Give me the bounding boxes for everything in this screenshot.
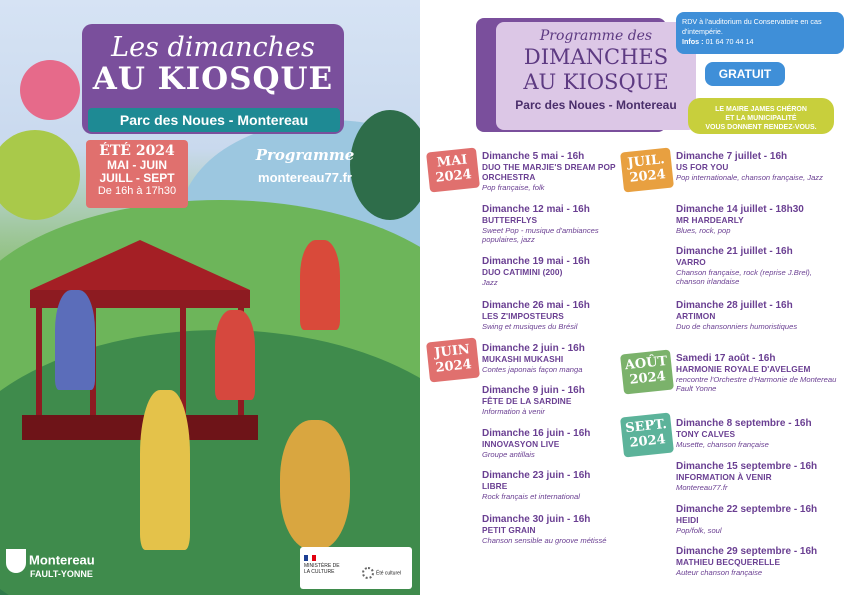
- header-line4: Parc des Noues - Montereau: [515, 98, 677, 112]
- event-item: Dimanche 8 septembre - 16h TONY CALVES Musette, chanson française: [676, 418, 812, 449]
- city-logo: [6, 549, 116, 589]
- tree-illustration: [20, 60, 80, 120]
- logo-sub: FAULT-YONNE: [30, 569, 93, 579]
- rdv-info: [676, 12, 844, 54]
- programme-panel: [420, 0, 849, 595]
- title-big: AU KIOSQUE: [92, 61, 334, 97]
- event-item: Dimanche 14 juillet - 18h30 MR HARDEARLY Blues, rock, pop: [676, 204, 804, 235]
- infos-label: Infos :: [682, 37, 704, 46]
- event-item: Dimanche 19 mai - 16h DUO CATIMINI (200) Jazz: [482, 256, 590, 287]
- french-flag-icon: [304, 555, 316, 561]
- event-item: Dimanche 29 septembre - 16h MATHIEU BECQUERELLE Auteur chanson française: [676, 546, 818, 577]
- poster-panel: [0, 0, 420, 595]
- season-months: JUILL - SEPT: [99, 171, 175, 185]
- infos-phone: 01 64 70 44 14: [705, 37, 754, 46]
- programme-header: [496, 22, 696, 130]
- month-badge-juil: JUIL. 2024: [620, 147, 674, 192]
- header-line1: Programme des: [539, 28, 653, 44]
- dancer-illustration: [55, 290, 95, 390]
- maire-message: LE MAIRE JAMES CHÉRON ET LA MUNICIPALITÉ VOUS DONNENT RENDEZ-VOUS.: [688, 98, 834, 134]
- partner-ministry: MINISTÈRE DE LA CULTURE: [304, 555, 346, 575]
- event-item: Dimanche 30 juin - 16h PETIT GRAIN Chanson sensible au groove métissé: [482, 514, 607, 545]
- event-item: Dimanche 2 juin - 16h MUKASHI MUKASHI Contes japonais façon manga: [482, 343, 585, 374]
- header-line3: AU KIOSQUE: [523, 70, 669, 94]
- gratuit-badge: GRATUIT: [705, 62, 785, 86]
- event-item: Samedi 17 août - 16h HARMONIE ROYALE D'AVELGEM rencontre l'Orchestre d'Harmonie de Montereau Fault Yonne: [676, 353, 837, 393]
- month-badge-aout: AOÛT 2024: [620, 349, 674, 394]
- header-line2: DIMANCHES: [523, 45, 669, 69]
- season-hours: De 16h à 17h30: [97, 185, 177, 197]
- partner-logos: [300, 547, 412, 589]
- month-badge-juin: JUIN 2024: [426, 337, 480, 382]
- shield-icon: [6, 549, 26, 573]
- season-months: MAI - JUIN: [107, 158, 167, 172]
- programme-label: Programme: [255, 146, 355, 164]
- partner-ete-culturel: Été culturel: [362, 567, 406, 579]
- event-item: Dimanche 9 juin - 16h FÊTE DE LA SARDINE Information à venir: [482, 385, 585, 416]
- tree-illustration: [0, 130, 80, 220]
- event-item: Dimanche 28 juillet - 16h ARTIMON Duo de chansonniers humoristiques: [676, 300, 798, 331]
- event-item: Dimanche 23 juin - 16h LIBRE Rock français et international: [482, 470, 591, 501]
- event-item: Dimanche 16 juin - 16h INNOVASYON LIVE Groupe antillais: [482, 428, 591, 459]
- event-item: Dimanche 26 mai - 16h LES Z'IMPOSTEURS Swing et musiques du Brésil: [482, 300, 590, 331]
- title-script: Les dimanches: [111, 32, 315, 63]
- event-item: Dimanche 5 mai - 16h DUO THE MARJIE'S DREAM POP ORCHESTRA Pop française, folk: [482, 151, 616, 192]
- ete-culturel-icon: [362, 567, 374, 579]
- musician-illustration: [300, 240, 340, 330]
- season-title: ÉTÉ 2024: [99, 143, 175, 159]
- poster-subtitle: Parc des Noues - Montereau: [88, 108, 340, 132]
- logo-name: Montereau: [29, 552, 95, 568]
- musician-illustration: [140, 390, 190, 550]
- event-item: Dimanche 7 juillet - 16h US FOR YOU Pop internationale, chanson française, Jazz: [676, 151, 823, 182]
- event-item: Dimanche 21 juillet - 16h VARRO Chanson française, rock (reprise J.Brel), chanson irlandaise: [676, 246, 812, 286]
- tree-illustration: [350, 110, 420, 220]
- event-item: Dimanche 22 septembre - 16h HEIDI Pop/folk, soul: [676, 504, 818, 535]
- programme-tag: [250, 146, 360, 185]
- month-badge-sept: SEPT. 2024: [620, 412, 674, 457]
- programme-url[interactable]: montereau77.fr: [258, 170, 352, 185]
- event-item: Dimanche 12 mai - 16h BUTTERFLYS Sweet Pop - musique d'ambiances populaires, jazz: [482, 204, 599, 244]
- season-badge: [86, 140, 188, 208]
- double-bass-illustration: [280, 420, 350, 550]
- rdv-text: RDV à l'auditorium du Conservatoire en cas d'intempérie.: [682, 17, 822, 36]
- event-item: Dimanche 15 septembre - 16h INFORMATION À VENIR Montereau77.fr: [676, 461, 818, 492]
- dancer-illustration: [215, 310, 255, 400]
- month-badge-mai: MAI 2024: [426, 147, 480, 192]
